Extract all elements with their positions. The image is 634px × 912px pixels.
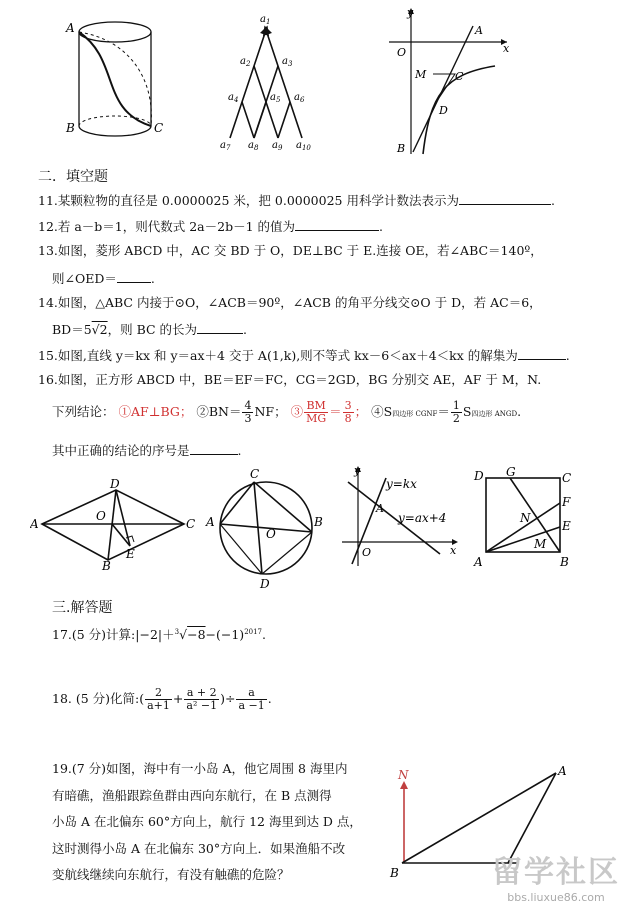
- question-13-line1: 13.如图，菱形 ABCD 中，AC 交 BD 于 O，DE⊥BC 于 E.连接 OE，若∠ABC＝140º，: [38, 243, 543, 258]
- cylinder-figure: [60, 10, 170, 140]
- svg-text:O: O: [397, 46, 407, 59]
- svg-text:N: N: [520, 511, 531, 525]
- svg-text:C: C: [562, 471, 572, 485]
- section-title-answers: 三.解答题: [52, 600, 113, 616]
- svg-text:F: F: [562, 495, 571, 509]
- svg-text:G: G: [506, 466, 516, 479]
- cyl-label-c: C: [154, 121, 164, 135]
- question-18: 18. (5 分)化简:( $\frac{2}{a+1}$ + $\frac{a + 2}{\text{a² −1}}$ )÷ $\frac{a}{a -1}$ .: [52, 686, 272, 712]
- cyl-label-a: A: [66, 21, 75, 35]
- svg-text:a2: $a_2$: [240, 56, 251, 68]
- svg-text:a9: $a_9$: [272, 140, 283, 152]
- conclusion-4: ④S四边形 CGNF＝ $\frac{1}{2}$ S四边形 ANGD.: [371, 399, 522, 425]
- svg-text:B: B: [560, 555, 569, 569]
- svg-text:a10: $a_{10}$: [296, 140, 311, 152]
- svg-text:y: y: [354, 464, 361, 477]
- question-16-answer: 其中正确的结论的序号是 .: [52, 443, 242, 458]
- svg-text:A: A: [30, 517, 39, 531]
- section-title-fill: 二．填空题: [38, 169, 108, 185]
- svg-text:A: A: [558, 765, 567, 778]
- svg-text:D: D: [474, 469, 484, 483]
- function-graph-figure: [385, 4, 515, 156]
- question-17: 17.(5 分)计算$:|-2|+^3√-8-(-1)^{2017}$.: [52, 627, 266, 642]
- question-16-conclusions: 下列结论： ①AF⊥BG； ②BN＝ $\frac{4}{3}$ NF； ③ $\frac{BM}{MG}$ ＝ $\frac{3}{8}$ ； ④S四边形 CGNF＝ $\frac{1}{2}$ S四边形 ANGD.: [52, 399, 522, 425]
- svg-text:A: A: [475, 24, 483, 37]
- svg-text:C: C: [186, 517, 196, 531]
- svg-text:a6: $a_6$: [294, 92, 305, 104]
- conclusion-1: ①AF⊥BG；: [118, 404, 193, 419]
- svg-text:N: N: [398, 768, 409, 782]
- svg-text:M: M: [415, 68, 427, 81]
- svg-text:M: M: [534, 537, 547, 551]
- svg-text:a4: $a_4$: [228, 92, 239, 104]
- svg-text:x: x: [450, 544, 457, 557]
- svg-text:a8: $a_8$: [248, 140, 259, 152]
- site-watermark: 留学社区 bbs.liuxue86.com: [492, 855, 620, 904]
- question-14-line2: BD＝5√2，则 BC 的长为 .: [52, 322, 248, 337]
- question-12: 12.若 a－b＝1，则代数式 2a－2b－1 的值为 .: [38, 219, 384, 234]
- sequence-tree-figure: [210, 8, 320, 153]
- svg-text:y: y: [407, 6, 414, 19]
- svg-text:y=kx: y=kx: [386, 477, 417, 491]
- svg-text:a7: $a_7$: [220, 140, 231, 152]
- rhombus-figure: [30, 478, 200, 570]
- svg-text:a3: $a_3$: [282, 56, 293, 68]
- question-14-line1: 14.如图，△ABC 内接于⊙O，∠ACB＝90º，∠ACB 的角平分线交⊙O 于 D，若 AC＝6，: [38, 295, 542, 310]
- svg-text:y=ax+4: y=ax+4: [398, 511, 447, 525]
- square-figure: [468, 466, 580, 572]
- svg-text:a1: $a_1$: [260, 14, 271, 26]
- svg-text:D: D: [110, 478, 120, 491]
- question-19: 19.(7 分)如图，海中有一小岛 A，他它周围 8 海里内 有暗礁，渔船跟踪鱼群由西向东航行，在 B 点测得 小岛 A 在北偏东 60°方向上，航行 12 海里到达 D 点， 这时测得小岛 A 在北偏东 30°方向上．如果渔船不改 变航线继续向东航行，有没有触礁的危险？: [52, 761, 362, 882]
- svg-text:A: A: [206, 515, 215, 529]
- svg-text:B: B: [390, 866, 399, 880]
- question-13-line2: 则∠OED＝ .: [52, 271, 155, 286]
- svg-text:a5: $a_5$: [270, 92, 281, 104]
- svg-text:O: O: [96, 509, 106, 523]
- svg-text:O: O: [362, 546, 372, 559]
- svg-text:A: A: [474, 555, 483, 569]
- question-16-line1: 16.如图，正方形 ABCD 中，BE＝EF＝FC，CG＝2GD，BG 分别交 AE，AF 于 M，N.: [38, 372, 542, 387]
- svg-text:B: B: [397, 142, 406, 155]
- svg-text:B: B: [102, 559, 111, 570]
- svg-text:C: C: [455, 70, 464, 83]
- svg-text:E: E: [126, 547, 135, 561]
- svg-text:C: C: [250, 468, 260, 481]
- question-11: 11.某颗粒物的直径是 0.0000025 米，把 0.0000025 用科学计数法表示为 .: [38, 193, 555, 208]
- lines-graph-figure: [338, 462, 462, 568]
- svg-text:O: O: [266, 527, 276, 541]
- svg-text:D: D: [439, 104, 448, 117]
- svg-text:x: x: [503, 42, 510, 55]
- svg-text:A: A: [376, 502, 384, 515]
- circle-figure: [204, 468, 328, 592]
- conclusion-2: ②BN＝ $\frac{4}{3}$ NF；: [196, 399, 287, 425]
- question-15: 15.如图,直线 y＝kx 和 y＝ax＋4 交于 A(1,k),则不等式 kx－6＜ax＋4＜kx 的解集为 .: [38, 348, 570, 363]
- svg-text:E: E: [562, 519, 571, 533]
- conclusion-3: ③ $\frac{BM}{MG}$ ＝ $\frac{3}{8}$ ；: [290, 399, 368, 425]
- svg-text:B: B: [314, 515, 323, 529]
- cyl-label-b: B: [66, 121, 75, 135]
- svg-text:D: D: [260, 577, 270, 591]
